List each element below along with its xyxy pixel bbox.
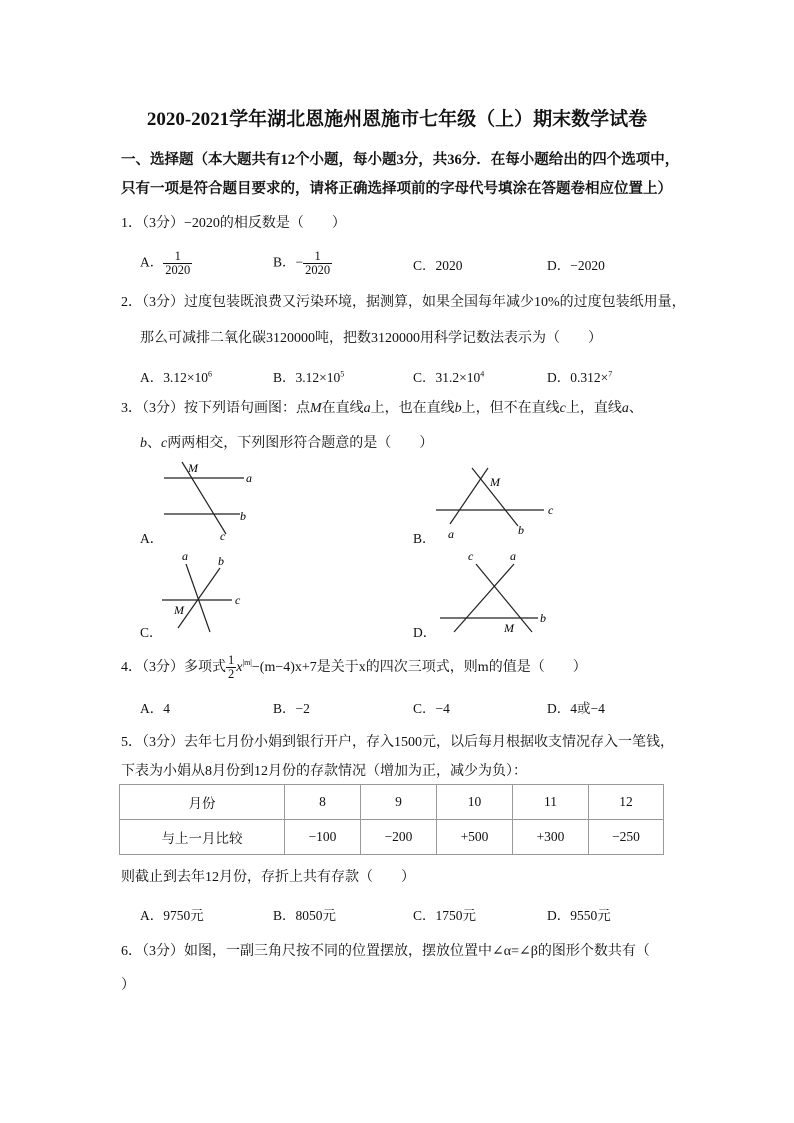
table-cell: 12 — [589, 785, 664, 820]
q4-option-a: A．4 — [140, 701, 170, 716]
q1-option-c: C．2020 — [413, 258, 463, 273]
fraction-numerator: 1 — [303, 250, 332, 264]
q3-figure-a — [160, 458, 270, 546]
q6-line1: 6．（3分）如图，一副三角尺按不同的位置摆放，摆放位置中∠α=∠β的图形个数共有（ — [121, 944, 650, 959]
q4-option-c: C．−4 — [413, 701, 450, 716]
q2-line2: 那么可减排二氧化碳3120000吨，把数3120000用科学记数法表示为（ ） — [140, 331, 602, 346]
q4-text: 4．（3分）多项式 — [121, 659, 226, 675]
q5-line1: 5．（3分）去年七月份小娟到银行开户，存入1500元，以后每月根据收支情况存入一笔钱， — [121, 735, 674, 750]
q3-var-m: M — [310, 401, 322, 416]
q3-var-c: c — [559, 401, 566, 416]
svg-text:b: b — [518, 523, 524, 537]
fraction-numerator: 1 — [228, 653, 235, 667]
q5-option-d: D．9550元 — [547, 908, 611, 923]
q2-option-c — [413, 366, 484, 386]
q2-option-b-text: B．3.12×10 — [273, 370, 341, 385]
q3-text: 、 — [628, 401, 643, 416]
q1-option-d: D．−2020 — [547, 258, 605, 273]
q5-option-a: A．9750元 — [140, 908, 204, 923]
exponent: 4 — [480, 369, 485, 379]
q3-text: 上，也在直线 — [370, 401, 455, 416]
svg-text:c: c — [220, 529, 226, 543]
table-cell: −200 — [361, 820, 437, 855]
q3-var-b: b — [140, 436, 147, 451]
q2-option-b — [273, 366, 344, 386]
exponent: 7 — [608, 369, 613, 379]
q4-text: −(m−4)x+7是关于x的四次三项式，则m的值是（ ） — [251, 659, 587, 675]
q4-option-b: B．−2 — [273, 701, 310, 716]
q5-line3: 则截止到去年12月份，存折上共有存款（ ） — [121, 870, 415, 885]
q2-option-a — [140, 366, 212, 386]
table-header-cell: 与上一月比较 — [120, 820, 285, 855]
table-cell: 9 — [361, 785, 437, 820]
svg-text:b: b — [218, 554, 224, 568]
q2-option-c-text: C．31.2×10 — [413, 370, 481, 385]
fraction-denominator: 2020 — [165, 263, 191, 278]
svg-text:M: M — [174, 603, 184, 617]
svg-text:c: c — [235, 593, 241, 607]
q3-text: 3．（3分）按下列语句画图：点 — [121, 401, 310, 416]
q3-var-c: c — [161, 436, 168, 451]
svg-text:a: a — [448, 527, 454, 541]
deposit-table — [119, 784, 664, 855]
q3-line1 — [121, 397, 643, 417]
exponent: 5 — [340, 369, 345, 379]
q3-figure-b — [432, 462, 562, 544]
table-cell: −100 — [285, 820, 361, 855]
q1-option-b-label: B．− — [273, 254, 304, 270]
q2-option-d — [547, 366, 612, 386]
q1-stem: 1．（3分）−2020的相反数是（ ） — [121, 216, 346, 231]
q3-var-b: b — [454, 401, 462, 416]
q3-label-a: A． — [140, 531, 164, 546]
q4-var-x: x — [236, 659, 243, 675]
svg-text:a: a — [510, 549, 516, 563]
q1-option-b — [273, 250, 332, 277]
q2-option-a-text: A．3.12×10 — [140, 370, 208, 385]
table-row — [120, 785, 664, 820]
svg-text:a: a — [246, 471, 252, 485]
svg-text:M: M — [504, 621, 514, 635]
table-cell: +300 — [513, 820, 589, 855]
q5-option-b: B．8050元 — [273, 908, 337, 923]
table-cell: −250 — [589, 820, 664, 855]
q2-option-d-text: D．0.312× — [547, 370, 609, 385]
fraction-denominator: 2020 — [305, 263, 331, 278]
q3-var-a: a — [363, 401, 371, 416]
q1-option-a — [140, 250, 192, 277]
table-cell: 8 — [285, 785, 361, 820]
exponent: |m| — [242, 658, 252, 668]
table-header-cell: 月份 — [120, 785, 285, 820]
q3-text: 在直线 — [321, 401, 364, 416]
svg-text:c: c — [548, 503, 554, 517]
table-cell: 10 — [437, 785, 513, 820]
q5-option-c: C．1750元 — [413, 908, 477, 923]
q4-stem — [121, 654, 587, 681]
q3-figure-d — [432, 548, 562, 636]
q3-label-c: C． — [140, 625, 163, 640]
exponent: 6 — [208, 369, 212, 379]
svg-text:a: a — [182, 549, 188, 563]
section-heading-line1: 一、选择题（本大题共有12个小题，每小题3分，共36分．在每小题给出的四个选项中， — [121, 152, 680, 168]
q4-option-d: D．4或−4 — [547, 701, 605, 716]
svg-text:M: M — [188, 461, 198, 475]
q3-line2 — [140, 432, 433, 452]
svg-text:c: c — [468, 549, 474, 563]
section-heading-line2: 只有一项是符合题目要求的，请将正确选择项前的字母代号填涂在答题卷相应位置上） — [121, 181, 672, 197]
q3-text: 两两相交，下列图形符合题意的是（ ） — [167, 436, 434, 451]
q1-option-a-fraction — [163, 250, 192, 277]
q3-label-b: B． — [413, 531, 436, 546]
q1-option-b-fraction — [303, 250, 332, 277]
table-row — [120, 820, 664, 855]
table-cell: 11 — [513, 785, 589, 820]
q3-text: 上，但不在直线 — [461, 401, 560, 416]
q1-option-a-label: A． — [140, 254, 164, 270]
q2-line1: 2．（3分）过度包装既浪费又污染环境，据测算，如果全国每年减少10%的过度包装纸用量， — [121, 295, 686, 310]
q5-line2: 下表为小娟从8月份到12月份的存款情况（增加为正，减少为负）： — [121, 764, 527, 779]
fraction-denominator: 2 — [228, 667, 235, 682]
q3-var-a: a — [621, 401, 629, 416]
svg-text:b: b — [540, 611, 546, 625]
q3-figure-c — [160, 548, 260, 634]
q3-text: 、 — [147, 436, 161, 451]
q6-line2: ） — [121, 978, 135, 993]
q3-label-d: D． — [413, 625, 437, 640]
table-cell: +500 — [437, 820, 513, 855]
fraction-numerator: 1 — [163, 250, 192, 264]
svg-text:b: b — [240, 509, 246, 523]
q4-fraction — [226, 654, 236, 681]
svg-text:M: M — [490, 475, 500, 489]
page-title: 2020-2021学年湖北恩施州恩施市七年级（上）期末数学试卷 — [146, 109, 648, 130]
q3-text: 上，直线 — [565, 401, 622, 416]
